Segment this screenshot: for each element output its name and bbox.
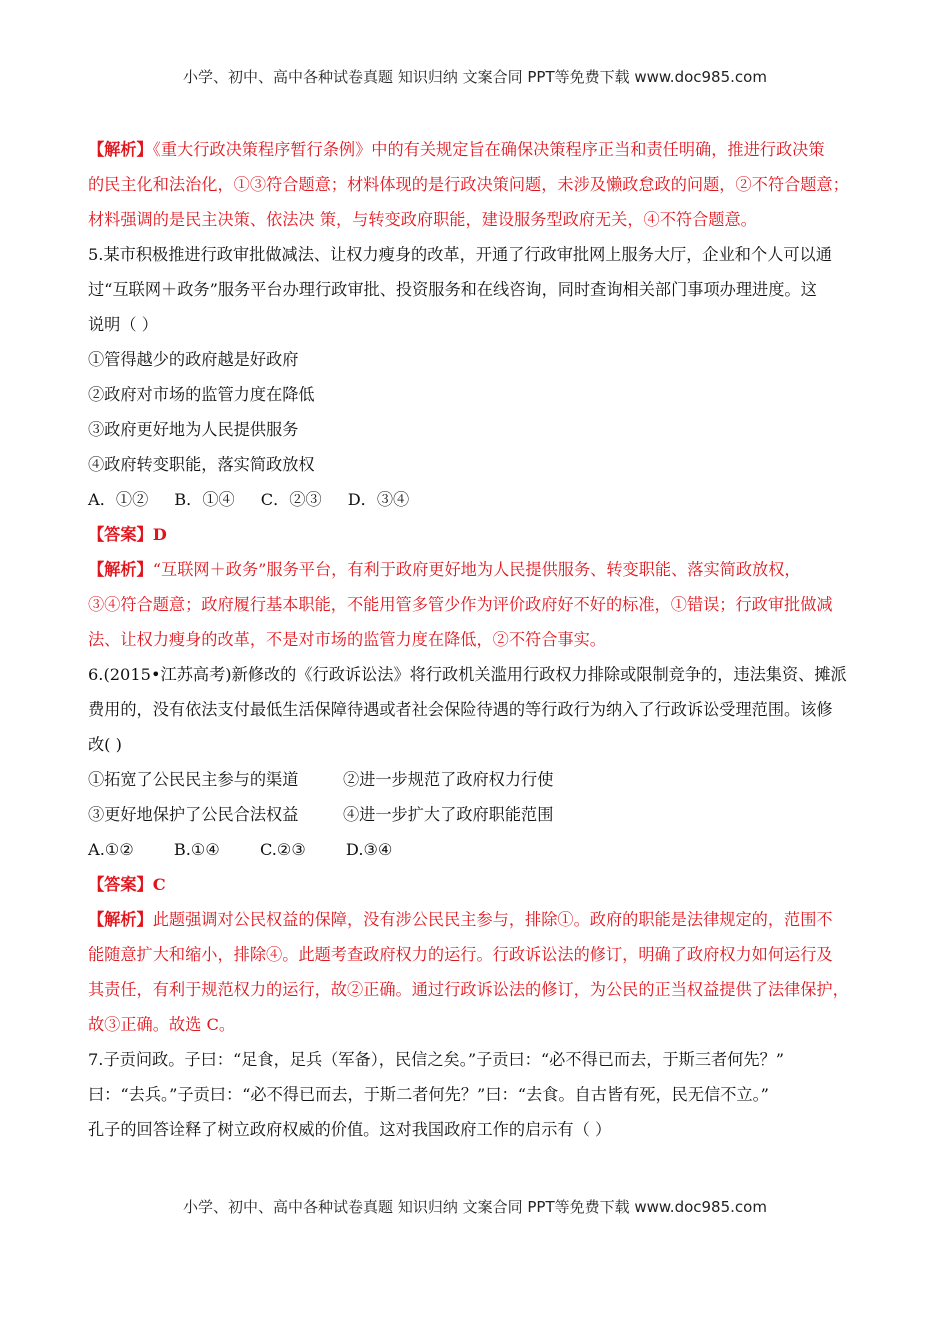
q6-stem-line-1: 6.(2015•江苏高考)新修改的《行政诉讼法》将行政机关滥用行政权力排除或限制竞争的，违法集资、摊派 bbox=[88, 665, 847, 684]
q6-options-row-2 bbox=[88, 797, 868, 832]
q5-choice-d: D．③④ bbox=[347, 490, 410, 509]
analysis-label: 【解析】 bbox=[88, 140, 153, 159]
q6-stem-line-3: 改( ) bbox=[88, 735, 122, 754]
q6-analysis-line-4: 故③正确。故选 C。 bbox=[88, 1015, 236, 1034]
q5-stem-line-3: 说明（ ） bbox=[88, 315, 158, 334]
q5-choice-b: B．①④ bbox=[174, 490, 235, 509]
q6-options-row-1 bbox=[88, 762, 868, 797]
q6-analysis-line-1: 【解析】此题强调对公民权益的保障，没有涉公民民主参与，排除①。政府的职能是法律规定的，范围不 bbox=[88, 910, 833, 929]
q5-option-1: ①管得越少的政府越是好政府 bbox=[88, 350, 299, 369]
q6-option-1: ①拓宽了公民民主参与的渠道 bbox=[88, 770, 299, 789]
q7-stem-line-2: 曰：“去兵。”子贡曰：“必不得已而去，于斯二者何先？”曰：“去食。自古皆有死，民无信不立。” bbox=[88, 1085, 769, 1104]
page-header: 小学、初中、高中各种试卷真题 知识归纳 文案合同 PPT等免费下载 www.doc985.com bbox=[183, 68, 767, 86]
q5-option-2: ②政府对市场的监管力度在降低 bbox=[88, 385, 315, 404]
document-body bbox=[88, 132, 868, 1147]
q6-choices bbox=[88, 832, 868, 867]
q5-analysis-line-1: 【解析】“互联网＋政务”服务平台，有利于政府更好地为人民提供服务、转变职能、落实简政放权， bbox=[88, 560, 801, 579]
q5-choices bbox=[88, 482, 868, 517]
q5-stem-line-1: 5.某市积极推进行政审批做减法、让权力瘦身的改革，开通了行政审批网上服务大厅，企业和个人可以通 bbox=[88, 245, 832, 264]
q5-analysis-line-3: 法、让权力瘦身的改革，不是对市场的监管力度在降低，②不符合事实。 bbox=[88, 630, 606, 649]
analysis-q4-line-3: 材料强调的是民主决策、依法决 策，与转变政府职能，建设服务型政府无关，④不符合题意。 bbox=[88, 210, 757, 229]
q6-answer: 【答案】C bbox=[88, 875, 166, 894]
page-footer: 小学、初中、高中各种试卷真题 知识归纳 文案合同 PPT等免费下载 www.doc985.com bbox=[183, 1198, 767, 1216]
q5-option-4: ④政府转变职能，落实简政放权 bbox=[88, 455, 315, 474]
q7-stem-line-3: 孔子的回答诠释了树立政府权威的价值。这对我国政府工作的启示有（ ） bbox=[88, 1120, 612, 1139]
q5-analysis-line-2: ③④符合题意；政府履行基本职能，不能用管多管少作为评价政府好不好的标准，①错误；行政审批做减 bbox=[88, 595, 833, 614]
q6-choice-d: D.③④ bbox=[345, 840, 393, 859]
q6-option-4: ④进一步扩大了政府职能范围 bbox=[343, 805, 554, 824]
q5-option-3: ③政府更好地为人民提供服务 bbox=[88, 420, 299, 439]
q6-analysis-line-2: 能随意扩大和缩小，排除④。此题考查政府权力的运行。行政诉讼法的修订，明确了政府权力如何运行及 bbox=[88, 945, 833, 964]
q5-choice-c: C．②③ bbox=[260, 490, 322, 509]
q6-option-2: ②进一步规范了政府权力行使 bbox=[343, 770, 554, 789]
q6-choice-a: A.①② bbox=[88, 840, 134, 859]
q5-choice-a: A．①② bbox=[88, 490, 149, 509]
q6-choice-c: C.②③ bbox=[259, 840, 306, 859]
q6-analysis-line-3: 其责任，有利于规范权力的运行，故②正确。通过行政诉讼法的修订，为公民的正当权益提供了法律保护， bbox=[88, 980, 849, 999]
q6-stem-line-2: 费用的，没有依法支付最低生活保障待遇或者社会保险待遇的等行政行为纳入了行政诉讼受理范围。该修 bbox=[88, 700, 833, 719]
q6-option-3: ③更好地保护了公民合法权益 bbox=[88, 805, 299, 824]
analysis-q4-line-2: 的民主化和法治化，①③符合题意；材料体现的是行政决策问题，未涉及懒政怠政的问题，②不符合题意； bbox=[88, 175, 849, 194]
analysis-label: 【解析】 bbox=[88, 560, 153, 579]
analysis-q4-line-1: 【解析】《重大行政决策程序暂行条例》中的有关规定旨在确保决策程序正当和责任明确，推进行政决策 bbox=[88, 140, 825, 159]
q5-stem-line-2: 过“互联网＋政务”服务平台办理行政审批、投资服务和在线咨询，同时查询相关部门事项办理进度。这 bbox=[88, 280, 817, 299]
q7-stem-line-1: 7.子贡问政。子曰：“足食，足兵（军备），民信之矣。”子贡曰：“必不得已而去，于斯三者何先？” bbox=[88, 1050, 785, 1069]
analysis-label: 【解析】 bbox=[88, 910, 153, 929]
q5-answer: 【答案】D bbox=[88, 525, 167, 544]
q6-choice-b: B.①④ bbox=[173, 840, 220, 859]
